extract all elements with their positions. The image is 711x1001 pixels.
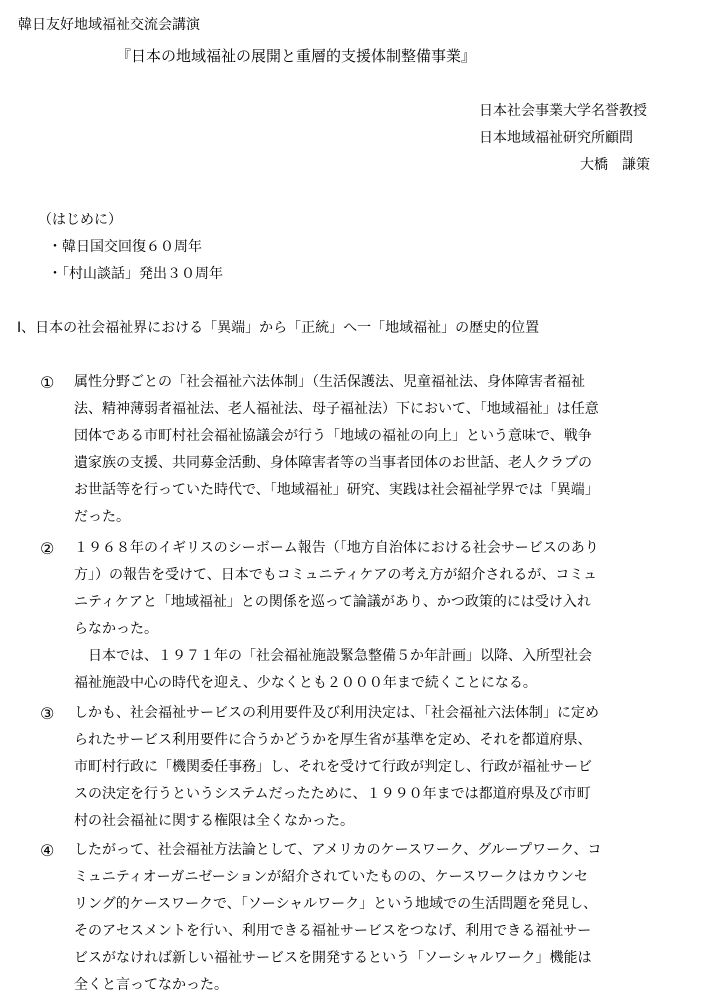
intro-heading: （はじめに）: [38, 212, 122, 228]
event-title: 韓日友好地域福祉交流会講演: [18, 17, 200, 33]
item-number: ①: [40, 373, 55, 392]
item-number: ④: [40, 841, 55, 860]
item-text-line: らなかった。: [74, 621, 158, 637]
item-text-line: 村の社会福祉に関する権限は全くなかった。: [74, 813, 354, 829]
lecture-title: 『日本の地域福祉の展開と重層的支援体制整備事業』: [116, 47, 477, 65]
paragraph-line: 福祉施設中心の時代を迎え、少なくとも２０００年まで続くことになる。: [74, 675, 537, 691]
item-text-line: 法、精神薄弱者福祉法、老人福祉法、母子福祉法）下において、「地域福祉」は任意: [74, 401, 599, 417]
section-heading: Ⅰ、日本の社会福祉界における「異端」から「正統」へ一「地域福祉」の歴史的位置: [17, 320, 540, 336]
item-text-line: スの決定を行うというシステムだったために、１９９０年までは都道府県及び市町: [74, 786, 591, 802]
item-text-line: だった。: [74, 509, 130, 525]
intro-item: ・「村山談話」発出３０周年: [48, 266, 223, 282]
item-text-line: 属性分野ごとの「社会福祉六法体制」（生活保護法、児童福祉法、身体障害者福祉: [74, 374, 585, 390]
list-item-4: [40, 837, 680, 999]
item-text-line: られたサービス利用要件に合うかどうかを厚生省が基準を定め、それを都道府県、: [74, 732, 592, 748]
item-text-line: ビスがなければ新しい福祉サービスを開発するという「ソーシャルワーク」機能は: [74, 950, 592, 966]
list-item-2: [40, 535, 680, 643]
item-text-line: リング的ケースワークで、「ソーシャルワーク」という地域での生活問題を発見し、: [74, 896, 598, 912]
item-text-line: そのアセスメントを行い、利用できる福祉サービスをつなげ、利用できる福祉サー: [74, 923, 592, 939]
item-text-line: ミュニティオーガニゼーションが紹介されていたものの、ケースワークはカウンセ: [74, 869, 588, 885]
item-text-line: 方」）の報告を受けて、日本でもコミュニティケアの考え方が紹介されるが、コミュ: [74, 567, 598, 583]
author-affiliation-2: 日本地域福祉研究所顧問: [479, 130, 633, 146]
item-text-line: 団体である市町村社会福祉協議会が行う「地域の福祉の向上」という意味で、戦争: [74, 428, 592, 444]
intro-item: ・韓日国交回復６０周年: [48, 239, 202, 255]
list-item-3: [40, 700, 680, 835]
author-name: 大橋 謙策: [580, 157, 650, 173]
item-text-line: お世話等を行っていた時代で、「地域福祉」研究、実践は社会福祉学界では「異端」: [74, 482, 599, 498]
item-text-line: 遺家族の支援、共同募金活動、身体障害者等の当事者団体のお世話、老人クラブの: [74, 455, 592, 471]
paragraph-line: 日本では、１９７１年の「社会福祉施設緊急整備５か年計画」以降、入所型社会: [74, 648, 592, 664]
item-text-line: したがって、社会福祉方法論として、アメリカのケースワーク、グループワーク、コ: [74, 842, 602, 858]
author-affiliation-1: 日本社会事業大学名誉教授: [479, 103, 647, 119]
item-text-line: １９６８年のイギリスのシーボーム報告（「地方自治体における社会サービスのあり: [74, 540, 599, 556]
item-text-line: ニティケアと「地域福祉」との関係を巡って論議があり、かつ政策的には受け入れ: [74, 594, 591, 610]
item-text-line: しかも、社会福祉サービスの利用要件及び利用決定は、「社会福祉六法体制」に定め: [74, 705, 599, 721]
item-text-line: 市町村行政に「機関委任事務」し、それを受けて行政が判定し、行政が福祉サービ: [74, 759, 592, 775]
list-item-1: [40, 369, 680, 531]
item-number: ②: [40, 539, 55, 558]
item-number: ③: [40, 704, 55, 723]
item-text-line: 全くと言ってなかった。: [74, 977, 228, 993]
